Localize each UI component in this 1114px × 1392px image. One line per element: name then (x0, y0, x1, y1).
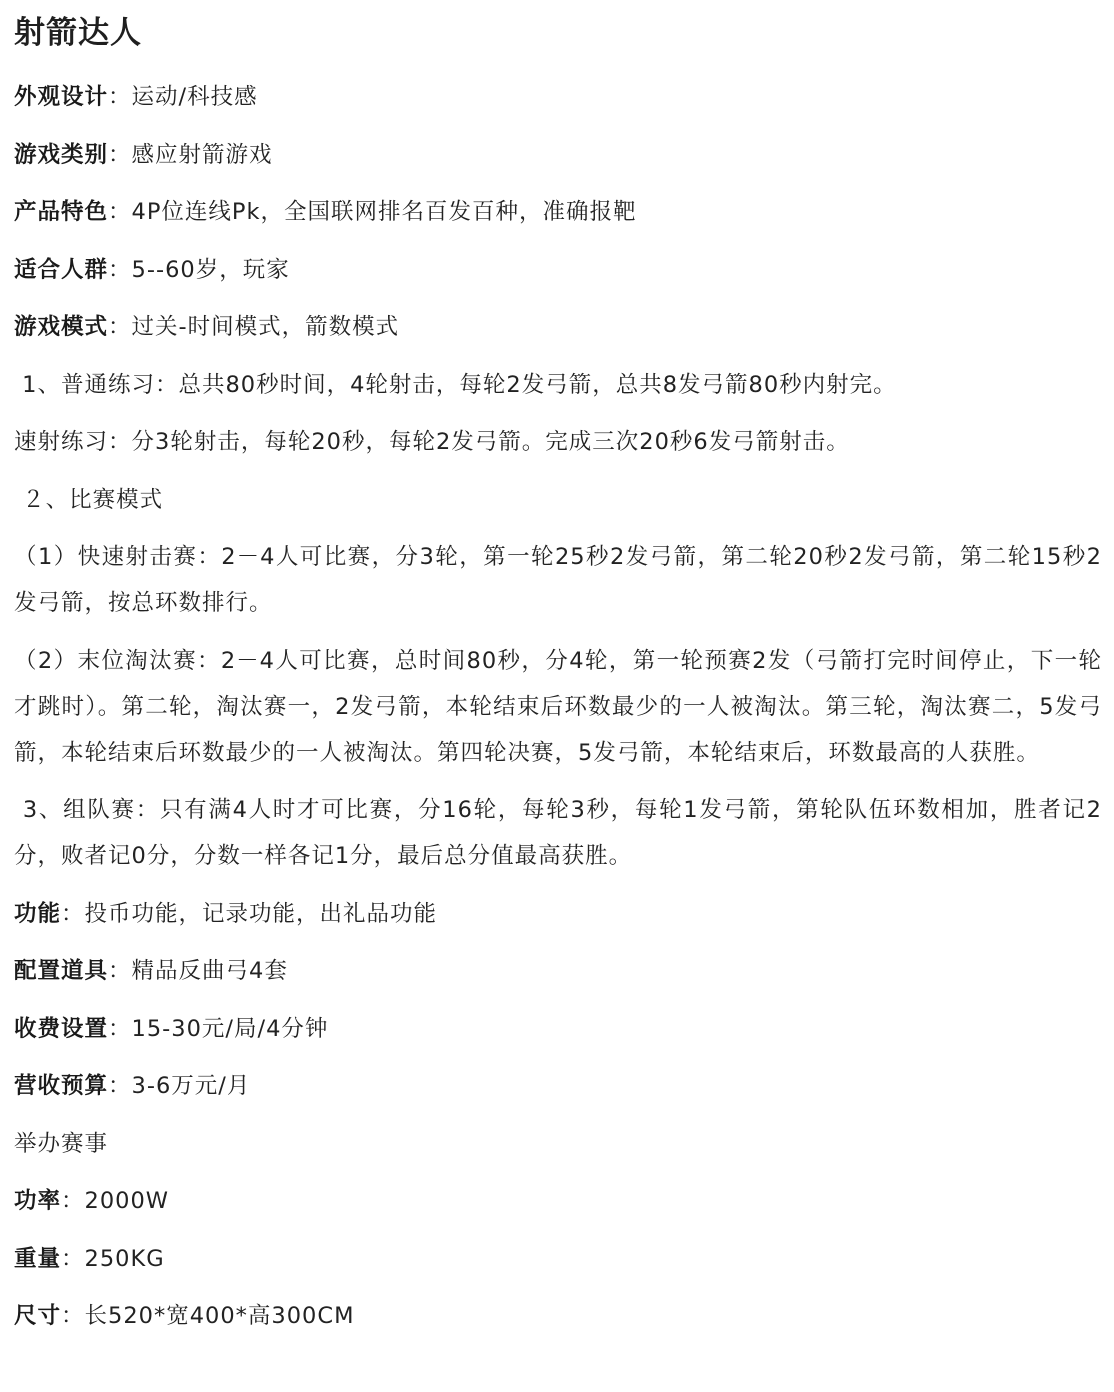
detail-value: 15-30元/局/4分钟 (131, 1015, 329, 1042)
spec-label: 外观设计 (14, 84, 109, 110)
detail-size (14, 1293, 1102, 1339)
detail-props (14, 948, 1102, 994)
detail-value: 2000W (84, 1188, 170, 1214)
detail-label: 重量 (14, 1245, 62, 1272)
detail-power (14, 1178, 1102, 1224)
spec-value: 过关-时间模式，箭数模式 (131, 314, 400, 340)
spec-label: 游戏模式 (14, 314, 109, 340)
detail-value: 3-6万元/月 (131, 1073, 251, 1099)
detail-label: 功率 (14, 1188, 62, 1214)
spec-value: 5--60岁，玩家 (131, 256, 290, 283)
detail-events: 举办赛事 (14, 1130, 109, 1157)
separator: ： (61, 900, 85, 927)
mode-quick-match: （1）快速射击赛：2－4人可比赛，分3轮，第一轮25秒2发弓箭，第二轮20秒2发弓箭，第二轮15秒2发弓箭，按总环数排行。 (14, 544, 1102, 616)
separator: ： (108, 84, 132, 110)
separator: ： (108, 1073, 132, 1099)
spec-audience (14, 247, 1102, 293)
detail-label: 配置道具 (14, 958, 109, 984)
spec-modes (14, 304, 1102, 350)
mode-match-heading: ２、比赛模式 (14, 486, 164, 513)
detail-label: 尺寸 (14, 1303, 62, 1329)
detail-weight (14, 1236, 1102, 1282)
detail-label: 收费设置 (14, 1015, 109, 1042)
mode-elimination: （2）末位淘汰赛：2－4人可比赛，总时间80秒，分4轮，第一轮预赛2发（弓箭打完时间停止，下一轮才跳时）。第二轮，淘汰赛一，2发弓箭，本轮结束后环数最少的一人被淘汰。第三轮，淘汰赛二，5发弓箭，本轮结束后环数最少的一人被淘汰。第四轮决赛，5发弓箭，本轮结束后，环数最高的人获胜。 (14, 647, 1102, 766)
spec-label: 产品特色 (14, 199, 109, 225)
spec-appearance (14, 74, 1102, 120)
mode-team: 3、组队赛：只有满4人时才可比赛，分16轮，每轮3秒，每轮1发弓箭，第轮队伍环数相加，胜者记2分，败者记0分，分数一样各记1分，最后总分值最高获胜。 (14, 797, 1102, 869)
page-title: 射箭达人 (14, 15, 142, 51)
spec-features (14, 189, 1102, 235)
separator: ： (108, 256, 132, 283)
detail-value: 长520*宽400*高300CM (84, 1303, 355, 1329)
separator: ： (61, 1188, 85, 1214)
separator: ： (108, 1015, 132, 1042)
separator: ： (108, 958, 132, 984)
detail-function (14, 891, 1102, 937)
detail-fee (14, 1006, 1102, 1052)
spec-value: 运动/科技感 (131, 84, 258, 110)
detail-value: 250KG (84, 1245, 165, 1272)
spec-label: 适合人群 (14, 256, 109, 283)
detail-revenue (14, 1063, 1102, 1109)
detail-label: 营收预算 (14, 1073, 109, 1099)
mode-practice: 1、普通练习：总共80秒时间，4轮射击，每轮2发弓箭，总共8发弓箭80秒内射完。 (14, 371, 897, 398)
spec-value: 4P位连线Pk，全国联网排名百发百种，准确报靶 (131, 199, 637, 225)
detail-value: 精品反曲弓4套 (131, 958, 288, 984)
separator: ： (108, 314, 132, 340)
separator: ： (108, 141, 132, 168)
detail-value: 投币功能，记录功能，出礼品功能 (84, 900, 438, 927)
spec-category (14, 132, 1102, 178)
separator: ： (61, 1303, 85, 1329)
spec-label: 游戏类别 (14, 141, 109, 168)
mode-rapid-practice: 速射练习：分3轮射击，每轮20秒，每轮2发弓箭。完成三次20秒6发弓箭射击。 (14, 429, 850, 455)
separator: ： (61, 1245, 85, 1272)
separator: ： (108, 199, 132, 225)
detail-label: 功能 (14, 900, 62, 927)
spec-value: 感应射箭游戏 (131, 141, 273, 168)
